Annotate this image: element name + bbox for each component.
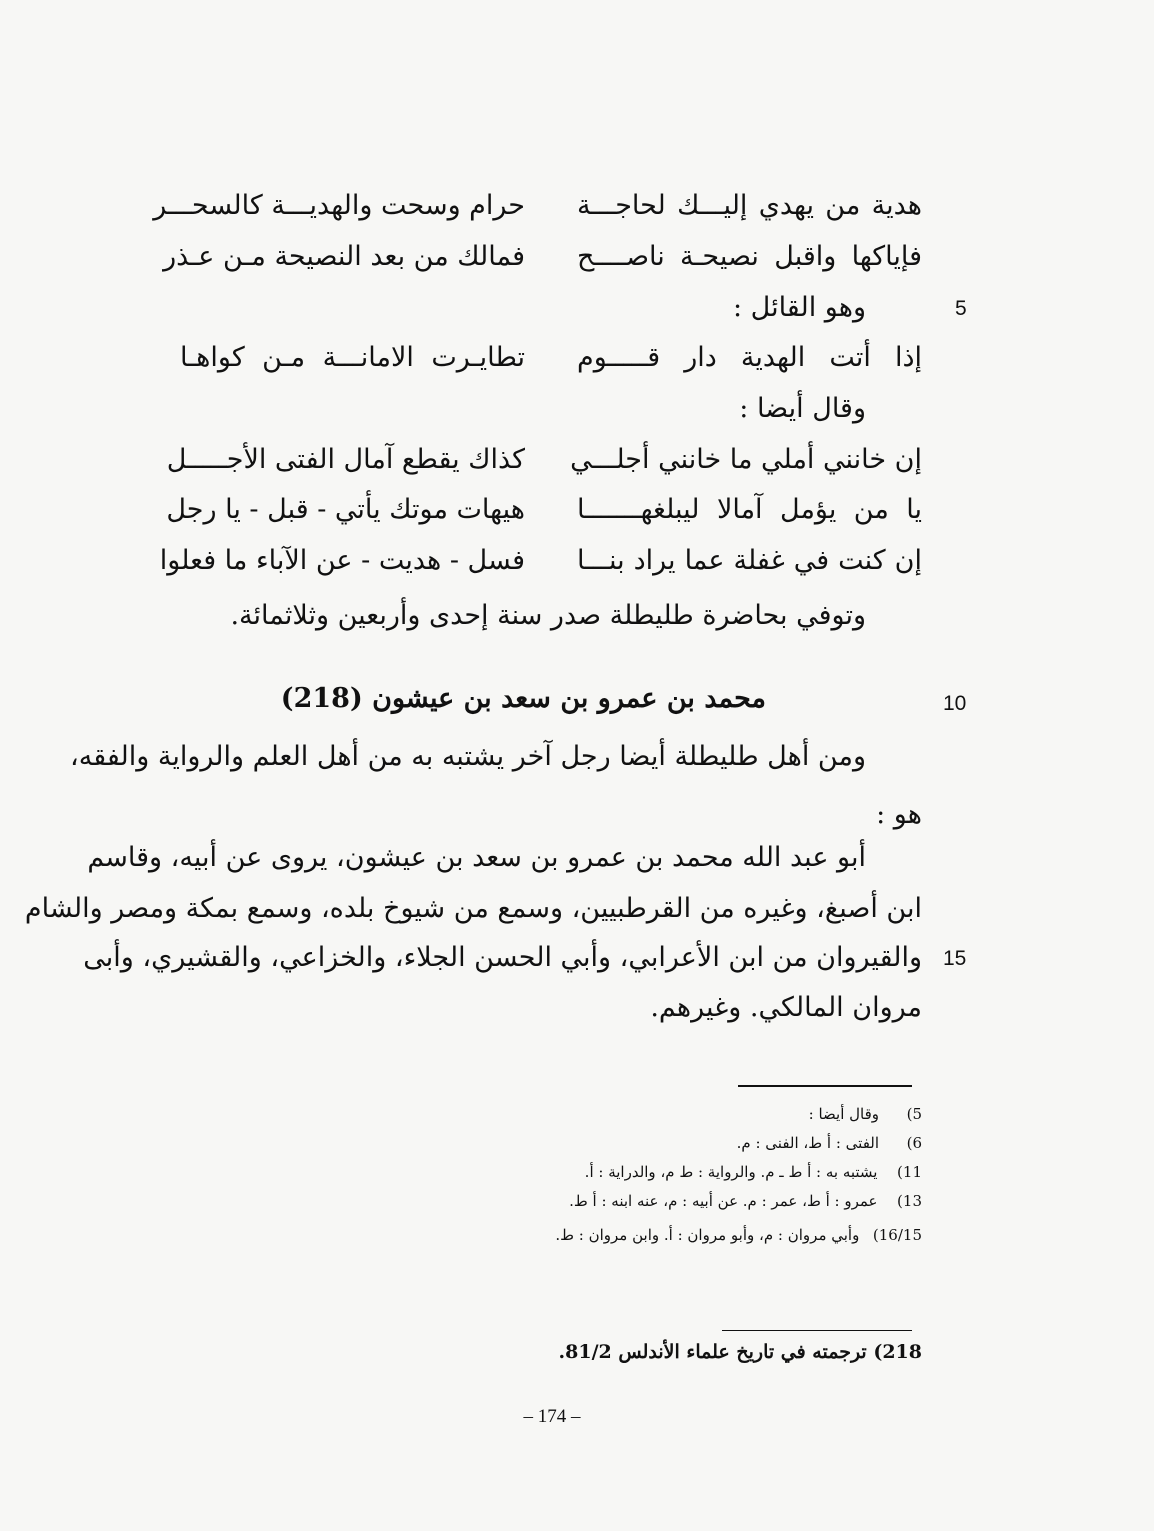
footnote	[809, 1103, 922, 1125]
paragraph-line: ابن أصبغ، وغيره من القرطبيين، وسمع من شيوخ بلده، وسمع بمكة ومصر والشام	[24, 893, 922, 924]
footnote-text: وأبي مروان : م، وأبو مروان : أ. وابن مروان : ط.	[555, 1226, 860, 1244]
verse-2-first-hemistich: فإياكها واقبل نصيحـة ناصــــح	[577, 241, 922, 272]
intro-line: وهو القائل :	[732, 292, 866, 323]
footnote	[569, 1190, 922, 1212]
biography-heading: محمد بن عمرو بن سعد بن عيشون (218)	[280, 683, 766, 714]
verse-5-first-hemistich: يا من يؤمل آمالا ليبلغهـــــــا	[577, 494, 922, 525]
footnote-text: عمرو : أ ط، عمر : م. عن أبيه : م، عنه ابنه : أ ط.	[569, 1192, 878, 1210]
verse-3-first-hemistich: إذا أتت الهدية دار قـــــوم	[577, 342, 922, 373]
paragraph-line: ومن أهل طليطلة أيضا رجل آخر يشتبه به من أهل العلم والرواية والفقه،	[70, 741, 866, 772]
footnote	[585, 1161, 922, 1183]
death-date-line: وتوفي بحاضرة طليطلة صدر سنة إحدى وأربعين وثلاثمائة.	[230, 600, 866, 631]
footnote-number: 13)	[897, 1192, 922, 1210]
verse-5-second-hemistich: هيهات موتك يأتي - قبل - يا رجل	[166, 494, 525, 525]
line-number-15: 15	[943, 947, 967, 970]
footnote	[555, 1224, 922, 1246]
footnote-text: يشتبه به : أ ط ـ م. والرواية : ط م، والدراية : أ.	[584, 1163, 878, 1181]
paragraph-line: مروان المالكي. وغيرهم.	[650, 992, 922, 1023]
page-number: – 174 –	[523, 1406, 581, 1427]
verse-3-second-hemistich: تطايـرت الامانـــة مـن كواهـا	[180, 342, 525, 373]
footnote-text: وقال أيضا :	[808, 1105, 880, 1123]
line-number-10: 10	[943, 692, 967, 715]
verse-4-second-hemistich: كذاك يقطع آمال الفتى الأجـــــل	[166, 444, 525, 475]
source-note-rule	[722, 1330, 912, 1331]
footnote-number: 6)	[906, 1134, 922, 1152]
footnote-rule	[738, 1085, 912, 1087]
paragraph-line: هو :	[876, 799, 922, 830]
footnote-text: الفتى : أ ط، الفنى : م.	[736, 1134, 880, 1152]
footnote	[737, 1132, 922, 1154]
footnote-number: 11)	[897, 1163, 922, 1181]
verse-2-second-hemistich: فمالك من بعد النصيحة مـن عـذر	[163, 241, 525, 272]
footnote-number: 5)	[906, 1105, 922, 1123]
paragraph-line: أبو عبد الله محمد بن عمرو بن سعد بن عيشون، يروى عن أبيه، وقاسم	[87, 842, 866, 873]
line-number-5: 5	[955, 297, 967, 320]
footnote-number: 16/15)	[872, 1226, 922, 1244]
verse-1-second-hemistich: حرام وسحت والهديـــة كالسحـــر	[153, 190, 525, 221]
intro-line: وقال أيضا :	[739, 393, 866, 424]
verse-6-second-hemistich: فسل - هديت - عن الآباء ما فعلوا	[159, 545, 525, 576]
verse-4-first-hemistich: إن خانني أملي ما خانني أجلـــي	[570, 444, 922, 475]
paragraph-line: والقيروان من ابن الأعرابي، وأبي الحسن الجلاء، والخزاعي، والقشيري، وأبى	[83, 942, 922, 973]
verse-1-first-hemistich: هدية من يهدي إليـــك لحاجـــة	[577, 190, 922, 221]
source-footnote: 218) ترجمته في تاريخ علماء الأندلس 81/2.	[558, 1341, 922, 1363]
verse-6-first-hemistich: إن كنت في غفلة عما يراد بنـــا	[577, 545, 922, 576]
